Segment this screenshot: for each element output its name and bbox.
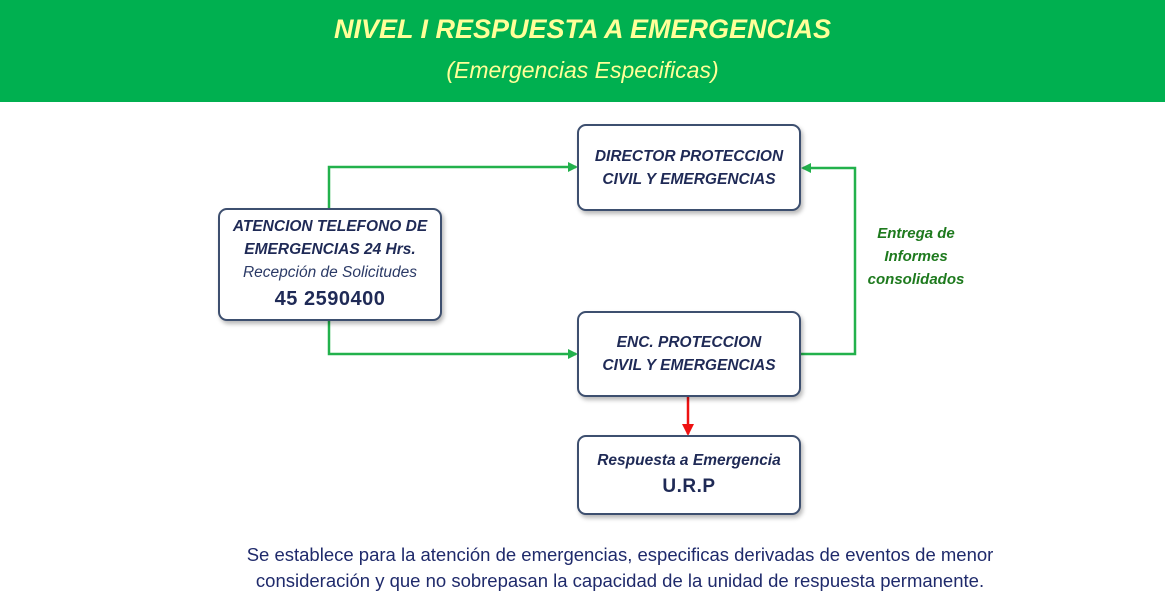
encargado-box xyxy=(577,311,801,397)
arrow-atencion-to-director xyxy=(329,167,576,210)
arrow-encargado-to-director xyxy=(801,168,855,354)
arrow-atencion-to-encargado xyxy=(329,319,576,354)
page-subtitle: (Emergencias Especificas) xyxy=(446,57,719,83)
footer-description xyxy=(150,542,1090,594)
respuesta-urp: U.R.P xyxy=(662,475,716,497)
respuesta-line1: Respuesta a Emergencia xyxy=(597,451,781,469)
encargado-line2: CIVIL Y EMERGENCIAS xyxy=(602,357,776,374)
informes-label-line3: consolidados xyxy=(867,271,965,288)
encargado-line1: ENC. PROTECCION xyxy=(616,334,762,351)
atencion-line3: Recepción de Solicitudes xyxy=(242,264,418,281)
director-box xyxy=(577,124,801,211)
director-line1: DIRECTOR PROTECCION xyxy=(594,147,784,165)
footer-line1: Se establece para la atención de emergencias, especificas derivadas de eventos de menor xyxy=(246,544,994,565)
atencion-line2: EMERGENCIAS 24 Hrs. xyxy=(244,241,416,258)
informes-label-line2: Informes xyxy=(884,248,948,265)
atencion-line1: ATENCION TELEFONO DE xyxy=(232,218,428,235)
respuesta-box xyxy=(577,435,801,515)
informes-label xyxy=(857,222,975,291)
atencion-telefono-box xyxy=(218,208,442,321)
director-line2: CIVIL Y EMERGENCIAS xyxy=(602,170,776,188)
page-title: NIVEL I RESPUESTA A EMERGENCIAS xyxy=(333,14,832,44)
atencion-phone-number: 45 2590400 xyxy=(274,288,386,310)
footer-line2: consideración y que no sobrepasan la capacidad de la unidad de respuesta permanente. xyxy=(255,570,985,591)
informes-label-line1: Entrega de xyxy=(877,225,955,242)
